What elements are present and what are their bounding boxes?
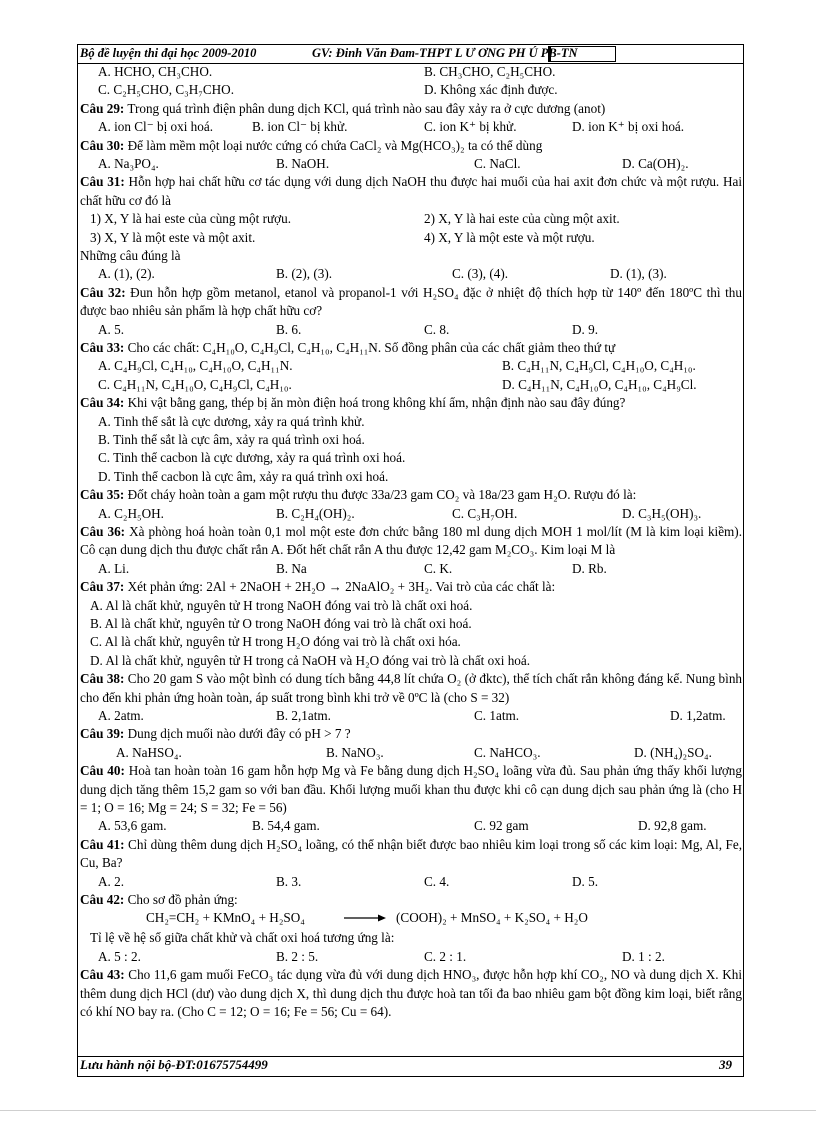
question-label: Câu 29: xyxy=(80,100,125,116)
question-43 xyxy=(80,966,742,1021)
option-c: C. Tinh thể cacbon là cực dương, xảy ra quá trình oxi hoá. xyxy=(98,450,406,466)
option-b: B. 3. xyxy=(276,873,302,889)
question-text: Cho 20 gam S vào một bình có dung tích bằng 44,8 lít chứa O₂ (ở đktc), thể tích chất rắn không đáng kể. Nung bình cho đến khi phản ứng hoàn toàn, áp suất trong bình khi trở về 0ºC là (cho S = 32) xyxy=(80,671,743,705)
question-text: Hoà tan hoàn toàn 16 gam hỗn hợp Mg và Fe bằng dung dịch H₂SO₄ loãng vừa đủ. Sau phản ứng thấy khối lượng dung dịch tăng thêm 15,2 gam so với ban đầu. Khối lượng muối khan thu được khi cô cạn dung dịch sau phản ứng là (cho H = 1; O = 16; Mg = 24; S = 32; Fe = 56) xyxy=(80,763,742,815)
question-33 xyxy=(80,339,742,394)
option-b: B. 6. xyxy=(276,321,302,337)
option-b: B. Al là chất khử, nguyên tử O trong NaOH đóng vai trò là chất oxi hoá. xyxy=(90,615,472,631)
option-a: A. 5 : 2. xyxy=(98,948,141,964)
question-label: Câu 33: xyxy=(80,339,125,355)
option-d: D. Không xác định được. xyxy=(424,82,558,98)
question-label: Câu 31: xyxy=(80,174,125,190)
header-right: GV: Đinh Văn Đam-THPT L Ư ƠNG PH Ú PB-TN xyxy=(312,46,578,60)
reaction-products: (COOH)₂ + MnSO₄ + K₂SO₄ + H₂O xyxy=(396,910,588,926)
question-text: Trong quá trình điện phân dung dịch KCl, quá trình nào sau đây xảy ra ở cực dương (anot) xyxy=(124,100,606,116)
option-d: D. (1), (3). xyxy=(610,266,667,282)
option-d: D. C₃H₅(OH)₃. xyxy=(622,505,702,521)
question-label: Câu 43: xyxy=(80,967,125,983)
option-d: D. Rb. xyxy=(572,560,607,576)
option-c: C. K. xyxy=(424,560,453,576)
option-d: D. 1,2atm. xyxy=(670,707,726,723)
page-edge-line xyxy=(0,1110,816,1111)
question-text: Chỉ dùng thêm dung dịch H₂SO₄ loãng, có thể nhận biết được bao nhiêu kim loại trong số các kim loại: Mg, Al, Fe, Cu, Ba? xyxy=(80,836,742,871)
option-d: D. C₄H₁₁N, C₄H₁₀O, C₄H₁₀, C₄H₉Cl. xyxy=(502,376,697,392)
question-label: Câu 37: xyxy=(80,579,125,595)
option-a: A. ion Cl⁻ bị oxi hoá. xyxy=(98,119,214,135)
option-b: B. C₂H₄(OH)₂. xyxy=(276,505,355,521)
question-39 xyxy=(80,725,742,762)
statement-2: 2) X, Y là hai este của cùng một axit. xyxy=(424,211,620,227)
option-a: A. 53,6 gam. xyxy=(98,818,167,834)
option-c: C. C₄H₁₁N, C₄H₁₀O, C₄H₉Cl, C₄H₁₀. xyxy=(98,376,292,392)
question-text: Xà phòng hoá hoàn toàn 0,1 mol một este đơn chức bằng 180 ml dung dịch MOH 1 mol/lít (M là kim loại kiềm). Cô cạn dung dịch thu được chất rắn A. Đốt hết chất rắn A thu được 12,42 gam M₂CO₃. Kim loại M là xyxy=(80,523,742,558)
question-label: Câu 41: xyxy=(80,836,125,852)
question-label: Câu 30: xyxy=(80,137,125,153)
option-a: A. C₂H₅OH. xyxy=(98,505,164,521)
option-a: A. Na₃PO₄. xyxy=(98,155,159,171)
question-text: Cho 11,6 gam muối FeCO₃ tác dụng vừa đủ với dung dịch HNO₃, được hỗn hợp khí CO₂, NO và dung dịch X. Khi thêm dung dịch HCl (dư) vào dung dịch X, thì dung dịch thu được hoà tan tối đa bao nhiêu gam bột đồng kim loại, biết rằng có khí NO bay ra. (Cho C = 12; O = 16; Fe = 56; Cu = 64). xyxy=(80,967,743,1019)
option-b: B. C₄H₁₁N, C₄H₉Cl, C₄H₁₀O, C₄H₁₀. xyxy=(502,358,696,374)
option-b: B. Na xyxy=(276,560,307,576)
question-prompt: Tỉ lệ về hệ số giữa chất khử và chất oxi hoá tương ứng là: xyxy=(90,930,395,946)
option-a: A. C₄H₉Cl, C₄H₁₀, C₄H₁₀O, C₄H₁₁N. xyxy=(98,358,293,374)
option-d: D. ion K⁺ bị oxi hoá. xyxy=(572,119,685,135)
option-c: C. (3), (4). xyxy=(452,266,509,282)
option-b: B. NaOH. xyxy=(276,155,330,171)
option-b: B. CH₃CHO, C₂H₅CHO. xyxy=(424,64,556,79)
option-c: C. C₃H₇OH. xyxy=(452,505,518,521)
option-a: A. (1), (2). xyxy=(98,266,155,282)
question-40 xyxy=(80,762,742,836)
option-b: B. ion Cl⁻ bị khử. xyxy=(252,119,348,135)
statement-3: 3) X, Y là một este và một axit. xyxy=(90,229,256,245)
option-b: B. 54,4 gam. xyxy=(252,818,320,834)
option-c: C. 1atm. xyxy=(474,707,520,723)
question-prompt: Những câu đúng là xyxy=(80,247,181,263)
question-label: Câu 40: xyxy=(80,763,125,779)
statement-1: 1) X, Y là hai este của cùng một rượu. xyxy=(90,211,292,227)
option-a: A. Al là chất khử, nguyên tử H trong NaOH đóng vai trò là chất oxi hoá. xyxy=(90,597,473,613)
option-d: D. 5. xyxy=(572,873,599,889)
question-42 xyxy=(80,891,742,966)
option-a: A. 2. xyxy=(98,873,125,889)
option-a: A. Tinh thể sắt là cực dương, xảy ra quá trình khử. xyxy=(98,413,365,429)
reaction-arrow-icon xyxy=(342,910,388,931)
question-label: Câu 34: xyxy=(80,395,125,411)
option-a: A. NaHSO₄. xyxy=(116,744,182,760)
question-label: Câu 39: xyxy=(80,726,125,742)
question-text: Để làm mềm một loại nước cứng có chứa CaCl₂ và Mg(HCO₃)₂ ta có thể dùng xyxy=(124,137,543,153)
option-c: C. 4. xyxy=(424,873,450,889)
header-left: Bộ đề luyện thi đại học 2009-2010 xyxy=(80,46,257,60)
question-text: Đun hỗn hợp gồm metanol, etanol và propanol-1 với H₂SO₄ đặc ở nhiệt độ thích hợp từ 140º đến 180ºC thì thu được bao nhiêu sản phẩm là hợp chất hữu cơ? xyxy=(80,284,742,319)
page-header xyxy=(80,46,742,64)
option-b: B. Tinh thể sắt là cực âm, xảy ra quá trình oxi hoá. xyxy=(98,431,365,447)
option-d: D. Ca(OH)₂. xyxy=(622,155,689,171)
option-d: D. Tinh thể cacbon là cực âm, xảy ra quá trình oxi hoá. xyxy=(98,468,389,484)
header-text-box xyxy=(548,46,616,62)
option-a: A. Li. xyxy=(98,560,130,576)
option-b: B. 2 : 5. xyxy=(276,948,319,964)
question-36 xyxy=(80,523,742,578)
question-text: Dung dịch muối nào dưới đây có pH > 7 ? xyxy=(124,726,351,742)
option-c: C. 8. xyxy=(424,321,450,337)
question-37 xyxy=(80,578,742,670)
question-41 xyxy=(80,836,742,891)
option-d: D. (NH₄)₂SO₄. xyxy=(634,744,712,760)
question-34 xyxy=(80,394,742,486)
question-text: Xét phản ứng: 2Al + 2NaOH + 2H₂O → 2NaAlO₂ + 3H₂. Vai trò của các chất là: xyxy=(124,579,556,595)
option-b: B. (2), (3). xyxy=(276,266,333,282)
statement-4: 4) X, Y là một este và một rượu. xyxy=(424,229,595,245)
option-d: D. 92,8 gam. xyxy=(638,818,707,834)
question-label: Câu 42: xyxy=(80,891,125,907)
question-text: Cho các chất: C₄H₁₀O, C₄H₉Cl, C₄H₁₀, C₄H₁₁N. Số đồng phân của các chất giảm theo thứ tự xyxy=(124,339,616,355)
page-footer xyxy=(80,1057,742,1075)
option-b: B. NaNO₃. xyxy=(326,744,384,760)
option-d: D. 1 : 2. xyxy=(622,948,665,964)
option-d: D. Al là chất khử, nguyên tử H trong cả NaOH và H₂O đóng vai trò là chất oxi hoá. xyxy=(90,652,531,668)
option-c: C. NaCl. xyxy=(474,155,521,171)
option-a: A. 2atm. xyxy=(98,707,144,723)
question-text: Hỗn hợp hai chất hữu cơ tác dụng với dung dịch NaOH thu được hai muối của hai axit đơn chức và một rượu. Hai chất hữu cơ đó là xyxy=(80,174,743,208)
option-c: C. Al là chất khử, nguyên tử H trong H₂O đóng vai trò là chất oxi hóa. xyxy=(90,634,461,650)
question-text: Cho sơ đồ phản ứng: xyxy=(124,891,238,907)
question-35 xyxy=(80,486,742,523)
question-label: Câu 36: xyxy=(80,523,126,539)
question-31 xyxy=(80,173,742,283)
question-30 xyxy=(80,137,742,174)
option-c: C. NaHCO₃. xyxy=(474,744,541,760)
footer-left: Lưu hành nội bộ-ĐT:01675754499 xyxy=(80,1057,268,1072)
option-c: C. C₂H₅CHO, C₃H₇CHO. xyxy=(98,82,234,98)
option-b: B. 2,1atm. xyxy=(276,707,331,723)
reaction-reactants: CH₂=CH₂ + KMnO₄ + H₂SO₄ xyxy=(146,910,305,926)
option-a: A. HCHO, CH₃CHO. xyxy=(98,64,213,79)
option-c: C. 2 : 1. xyxy=(424,948,467,964)
reaction-scheme xyxy=(80,909,742,929)
question-label: Câu 32: xyxy=(80,284,126,300)
option-d: D. 9. xyxy=(572,321,599,337)
question-32 xyxy=(80,284,742,339)
question-text: Đốt cháy hoàn toàn a gam một rượu thu được 33a/23 gam CO₂ và 18a/23 gam H₂O. Rượu đó là: xyxy=(124,487,637,503)
question-29 xyxy=(80,100,742,137)
question-28-options xyxy=(80,63,742,100)
option-a: A. 5. xyxy=(98,321,125,337)
option-c: C. ion K⁺ bị khử. xyxy=(424,119,517,135)
page-number: 39 xyxy=(719,1057,732,1072)
document-body xyxy=(80,63,742,1021)
question-label: Câu 35: xyxy=(80,487,125,503)
question-38 xyxy=(80,670,742,725)
question-label: Câu 38: xyxy=(80,671,125,687)
option-c: C. 92 gam xyxy=(474,818,529,834)
question-text: Khi vật bằng gang, thép bị ăn mòn điện hoá trong không khí ẩm, nhận định nào sau đây đúng? xyxy=(124,395,626,411)
